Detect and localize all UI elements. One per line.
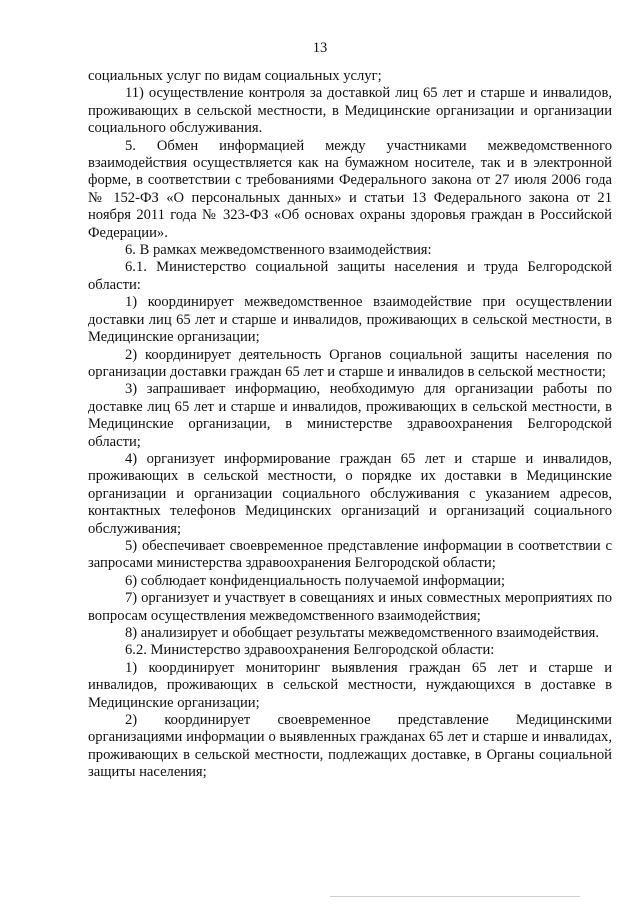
paragraph: 2) координирует деятельность Органов социальной защиты населения по организации доставки граждан 65 лет и старше и инвалидов в сельской местности; [88, 346, 612, 380]
paragraph: 6. В рамках межведомственного взаимодействия: [125, 242, 432, 259]
paragraph: 5. Обмен информацией между участниками межведомственного взаимодействия осуществляется как на бумажном носителе, так и в электронной форме, в соответствии с требованиями Федерального закона от 27 июля 2006 года № 152-ФЗ «О персональных данных» и статьи 13 Федерального закона от 21 ноября 2011 года № 323-ФЗ «Об основах охраны здоровья граждан в Российской Федерации». [88, 137, 612, 241]
paragraph: 2) координирует своевременное представление Медицинскими организациями информации о выявленных гражданах 65 лет и старше и инвалидах, проживающих в сельской местности, подлежащих доставке, в Органы социальной защиты населения; [88, 712, 612, 781]
paragraph: 4) организует информирование граждан 65 лет и старше и инвалидов, проживающих в сельской местности, о порядке их доставки в Медицинские организации и организации социального обслуживания с указанием адресов, контактных телефонов Медицинских организаций и организаций социального обслуживания; [88, 450, 612, 537]
page-number: 13 [312, 40, 328, 56]
paragraph: 6.2. Министерство здравоохранения Белгородской области: [125, 642, 495, 659]
paragraph: 5) обеспечивает своевременное представление информации в соответствии с запросами министерства здравоохранения Белгородской области; [88, 537, 612, 572]
paragraph: 1) координирует мониторинг выявления граждан 65 лет и старше и инвалидов, проживающих в сельской местности, нуждающихся в доставке в Медицинские организации; [88, 659, 612, 711]
document-body [88, 68, 612, 782]
paragraph: 6.1. Министерство социальной защиты населения и труда Белгородской области: [88, 259, 612, 293]
paragraph: 3) запрашивает информацию, необходимую для организации работы по доставке лиц 65 лет и старше и инвалидов, проживающих в сельской местности, в Медицинские организации, в министерстве здравоохранения Белгородской области; [88, 381, 612, 450]
scan-artifact-line [330, 896, 580, 897]
paragraph: 8) анализирует и обобщает результаты межведомственного взаимодействия. [125, 625, 600, 641]
paragraph: 7) организует и участвует в совещаниях и иных совместных мероприятиях по вопросам осуществления межведомственного взаимодействия; [88, 590, 612, 624]
paragraph: социальных услуг по видам социальных услуг; [88, 68, 382, 84]
paragraph: 6) соблюдает конфиденциальность получаемой информации; [125, 572, 506, 589]
paragraph: 1) координирует межведомственное взаимодействие при осуществлении доставки лиц 65 лет и старше и инвалидов, проживающих в сельской местности, в Медицинские организации; [88, 294, 612, 346]
paragraph: 11) осуществление контроля за доставкой лиц 65 лет и старше и инвалидов, проживающих в сельской местности, в Медицинские организации и организации социального обслуживания. [88, 85, 612, 137]
